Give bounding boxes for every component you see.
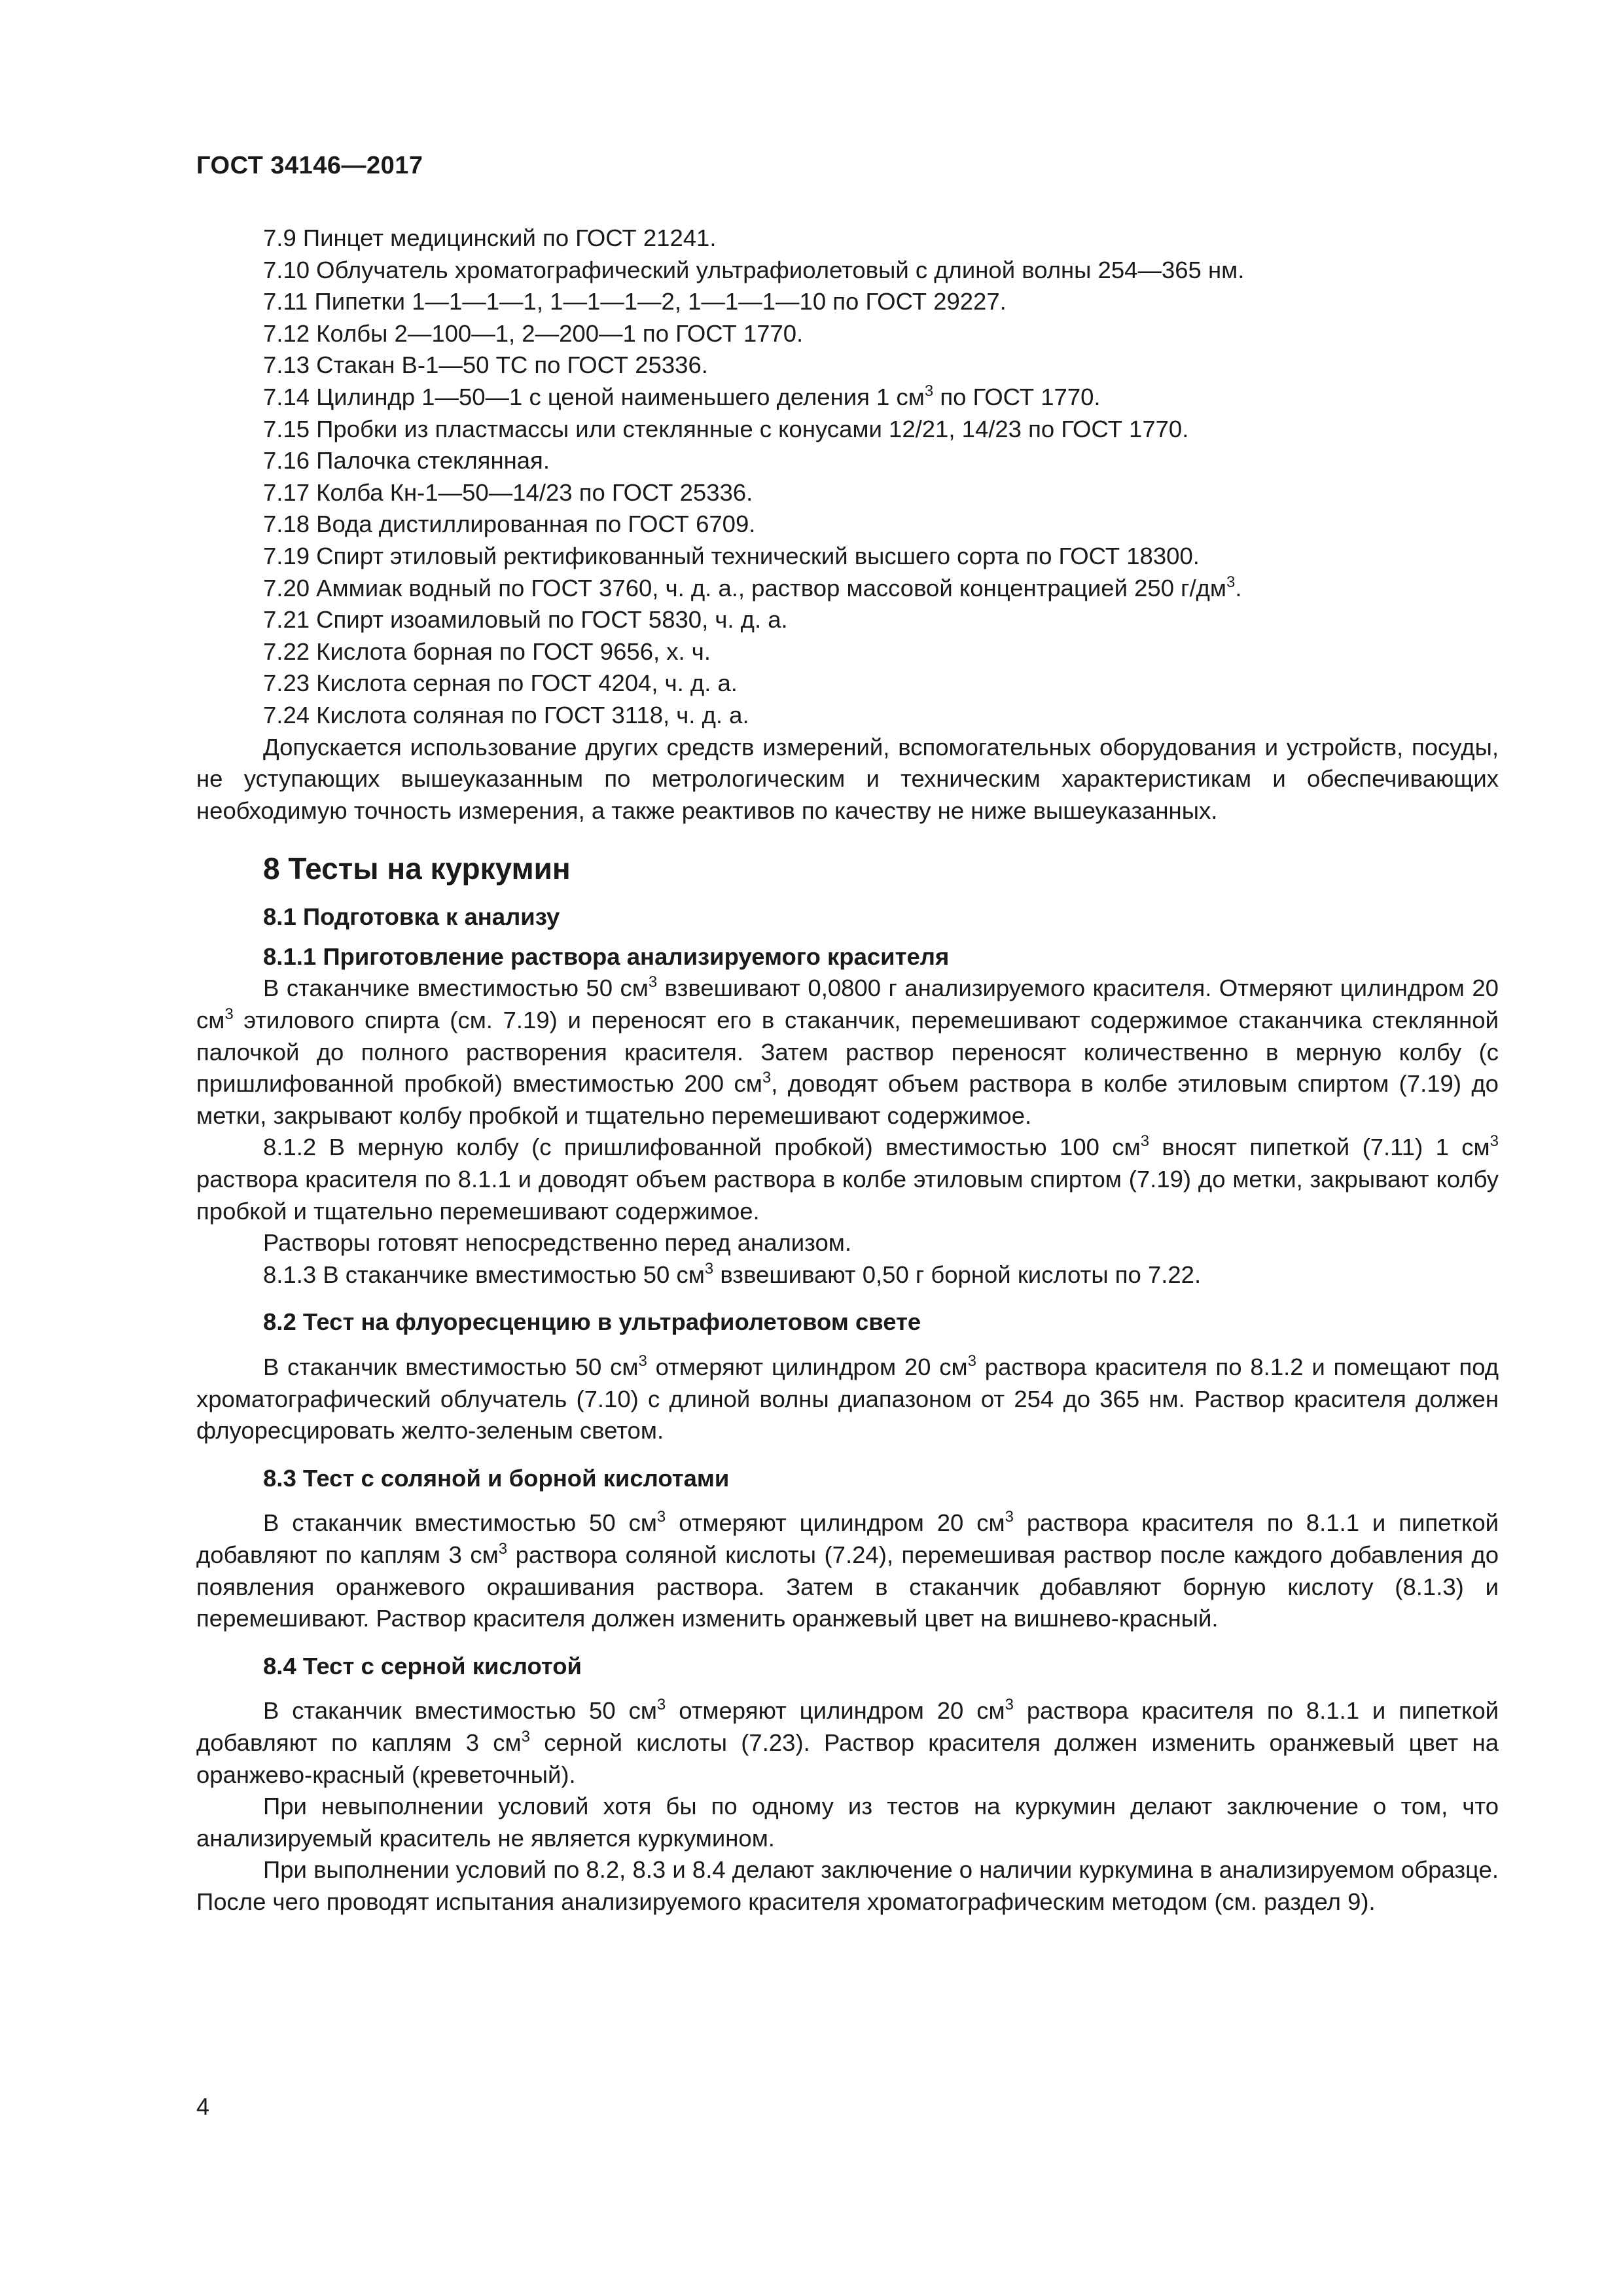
superscript: 3 (1489, 1132, 1499, 1151)
list-item: 7.22 Кислота борная по ГОСТ 9656, х. ч. (263, 637, 711, 665)
text-run: , доводят объем раствора в колбе этиловым спиртом (7.19) до метки, закрывают колбу пробкой и тщательно перемешивают содержимое. (196, 1070, 1499, 1129)
page-number: 4 (196, 2093, 210, 2120)
section-8-3-paragraph (196, 1507, 1499, 1634)
superscript: 3 (924, 382, 934, 400)
section-8-1-1-paragraph (196, 973, 1499, 1132)
list-item: 7.11 Пипетки 1—1—1—1, 1—1—1—2, 1—1—1—10 по ГОСТ 29227. (263, 288, 1007, 315)
section-8-2-title: 8.2 Тест на флуоресценцию в ультрафиолетовом свете (263, 1308, 921, 1336)
section-8-title: 8 Тесты на куркумин (263, 852, 571, 886)
text-run: взвешивают 0,50 г борной кислоты по 7.22. (713, 1261, 1202, 1288)
list-item: 7.24 Кислота соляная по ГОСТ 3118, ч. д. а. (263, 701, 749, 728)
superscript: 3 (762, 1069, 772, 1087)
text-run: раствора красителя по 8.1.1 и пипеткой добавляют по каплям 3 см (196, 1697, 1499, 1756)
list-item: 7.18 Вода дистиллированная по ГОСТ 6709. (263, 511, 756, 538)
text-run: этилового спирта (см. 7.19) и переносят его в стаканчик, перемешивают содержимое стаканчика стеклянной палочкой до полного растворения красителя. Затем раствор переносят количественно в мерную колбу (с пришлифованной пробкой) вместимостью 200 см (196, 1007, 1499, 1098)
list-item: 7.13 Стакан В-1—50 ТС по ГОСТ 25336. (263, 351, 708, 379)
allowance-paragraph: Допускается использование других средств измерений, вспомогательных оборудования и устройств, посуды, не уступающих вышеуказанным по метрологическим и техническим характеристикам и обеспечивающих необходимую точность измерения, а также реактивов по качеству не ниже вышеуказанных. (196, 733, 1499, 824)
list-item (196, 573, 1499, 605)
list-item-text: 7.14 Цилиндр 1—50—1 с ценой наименьшего деления 1 см (263, 383, 925, 410)
superscript: 3 (1005, 1696, 1014, 1714)
superscript: 3 (656, 1508, 666, 1526)
text-run: 8.1.2 В мерную колбу (с пришлифованной пробкой) вместимостью 100 см (263, 1134, 1141, 1161)
superscript: 3 (1140, 1132, 1150, 1151)
solutions-note: Растворы готовят непосредственно перед анализом. (263, 1229, 852, 1257)
text-run: 8.1.3 В стаканчике вместимостью 50 см (263, 1261, 705, 1288)
superscript: 3 (638, 1352, 647, 1370)
document-body (196, 223, 1499, 1918)
text-run: отмеряют цилиндром 20 см (647, 1354, 968, 1380)
text-run: В стаканчик вместимостью 50 см (263, 1509, 657, 1537)
conclusion-negative: При невыполнении условий хотя бы по одному из тестов на куркумин делают заключение о том, что анализируемый краситель не является куркумином. (196, 1793, 1499, 1852)
superscript: 3 (648, 973, 658, 992)
text-run: В стаканчике вместимостью 50 см (263, 975, 649, 1002)
superscript: 3 (704, 1259, 714, 1278)
text-run: раствора красителя по 8.1.2 и помещают под хроматографический облучатель (7.10) с длиной волны диапазоном от 254 до 365 нм. Раствор красителя должен флуоресцировать желто-зеленым светом. (196, 1354, 1499, 1444)
list-item (196, 382, 1499, 414)
superscript: 3 (498, 1539, 508, 1558)
text-run: раствора соляной кислоты (7.24), перемешивая раствор после каждого добавления до появления оранжевого окрашивания раствора. Затем в стаканчик добавляют борную кислоту (8.1.3) и перемешивают. Раствор красителя должен изменить оранжевый цвет на вишнево-красный. (196, 1541, 1499, 1632)
section-8-3-title: 8.3 Тест с соляной и борной кислотами (263, 1464, 730, 1492)
list-item: 7.16 Палочка стеклянная. (263, 447, 550, 475)
text-run: взвешивают 0,0800 г анализируемого красителя. Отмеряют цилиндром 20 см (196, 975, 1499, 1034)
document-header: ГОСТ 34146—2017 (196, 152, 423, 179)
section-8-2-paragraph (196, 1352, 1499, 1447)
text-run: раствора красителя по 8.1.1 и пипеткой добавляют по каплям 3 см (196, 1509, 1499, 1568)
section-8-4-paragraph (196, 1695, 1499, 1791)
list-item-text: 7.20 Аммиак водный по ГОСТ 3760, ч. д. а., раствор массовой концентрацией 250 г/дм (263, 574, 1226, 601)
text-run: В стаканчик вместимостью 50 см (263, 1354, 639, 1380)
list-item: 7.21 Спирт изоамиловый по ГОСТ 5830, ч. д. а. (263, 606, 788, 634)
list-item: 7.19 Спирт этиловый ректификованный технический высшего сорта по ГОСТ 18300. (263, 542, 1200, 569)
section-8-1-3-paragraph (196, 1259, 1499, 1291)
section-8-1-title: 8.1 Подготовка к анализу (263, 903, 560, 931)
section-8-1-1-title: 8.1.1 Приготовление раствора анализируемого красителя (263, 942, 950, 970)
text-run: серной кислоты (7.23). Раствор красителя должен изменить оранжевый цвет на оранжево-красный (креветочный). (196, 1729, 1499, 1788)
superscript: 3 (1005, 1508, 1014, 1526)
section-8-4-title: 8.4 Тест с серной кислотой (263, 1652, 582, 1679)
superscript: 3 (656, 1696, 666, 1714)
list-item: 7.9 Пинцет медицинский по ГОСТ 21241. (263, 224, 717, 251)
text-run: В стаканчик вместимостью 50 см (263, 1697, 657, 1725)
list-item: 7.17 Колба Кн-1—50—14/23 по ГОСТ 25336. (263, 478, 753, 506)
list-item: 7.10 Облучатель хроматографический ультрафиолетовый с длиной волны 254—365 нм. (263, 256, 1245, 283)
superscript: 3 (1226, 573, 1236, 591)
list-item-text: по ГОСТ 1770. (933, 383, 1101, 410)
text-run: отмеряют цилиндром 20 см (666, 1509, 1005, 1537)
list-item-text: . (1235, 574, 1242, 601)
list-item: 7.12 Колбы 2—100—1, 2—200—1 по ГОСТ 1770. (263, 319, 804, 347)
list-item: 7.15 Пробки из пластмассы или стеклянные с конусами 12/21, 14/23 по ГОСТ 1770. (263, 415, 1189, 442)
text-run: вносят пипеткой (7.11) 1 см (1149, 1134, 1490, 1161)
superscript: 3 (224, 1005, 234, 1024)
conclusion-positive: При выполнении условий по 8.2, 8.3 и 8.4 делают заключение о наличии куркумина в анализируемом образце. После чего проводят испытания анализируемого красителя хроматографическим методом (см. раздел 9). (196, 1856, 1499, 1915)
superscript: 3 (967, 1352, 976, 1370)
text-run: раствора красителя по 8.1.1 и доводят объем раствора в колбе этиловым спиртом (7.19) до метки, закрывают колбу пробкой и тщательно перемешивают содержимое. (196, 1166, 1499, 1225)
text-run: отмеряют цилиндром 20 см (666, 1697, 1005, 1725)
document-page (196, 0, 1499, 2296)
section-8-1-2-paragraph (196, 1132, 1499, 1227)
list-item: 7.23 Кислота серная по ГОСТ 4204, ч. д. а. (263, 670, 738, 697)
superscript: 3 (521, 1727, 531, 1746)
